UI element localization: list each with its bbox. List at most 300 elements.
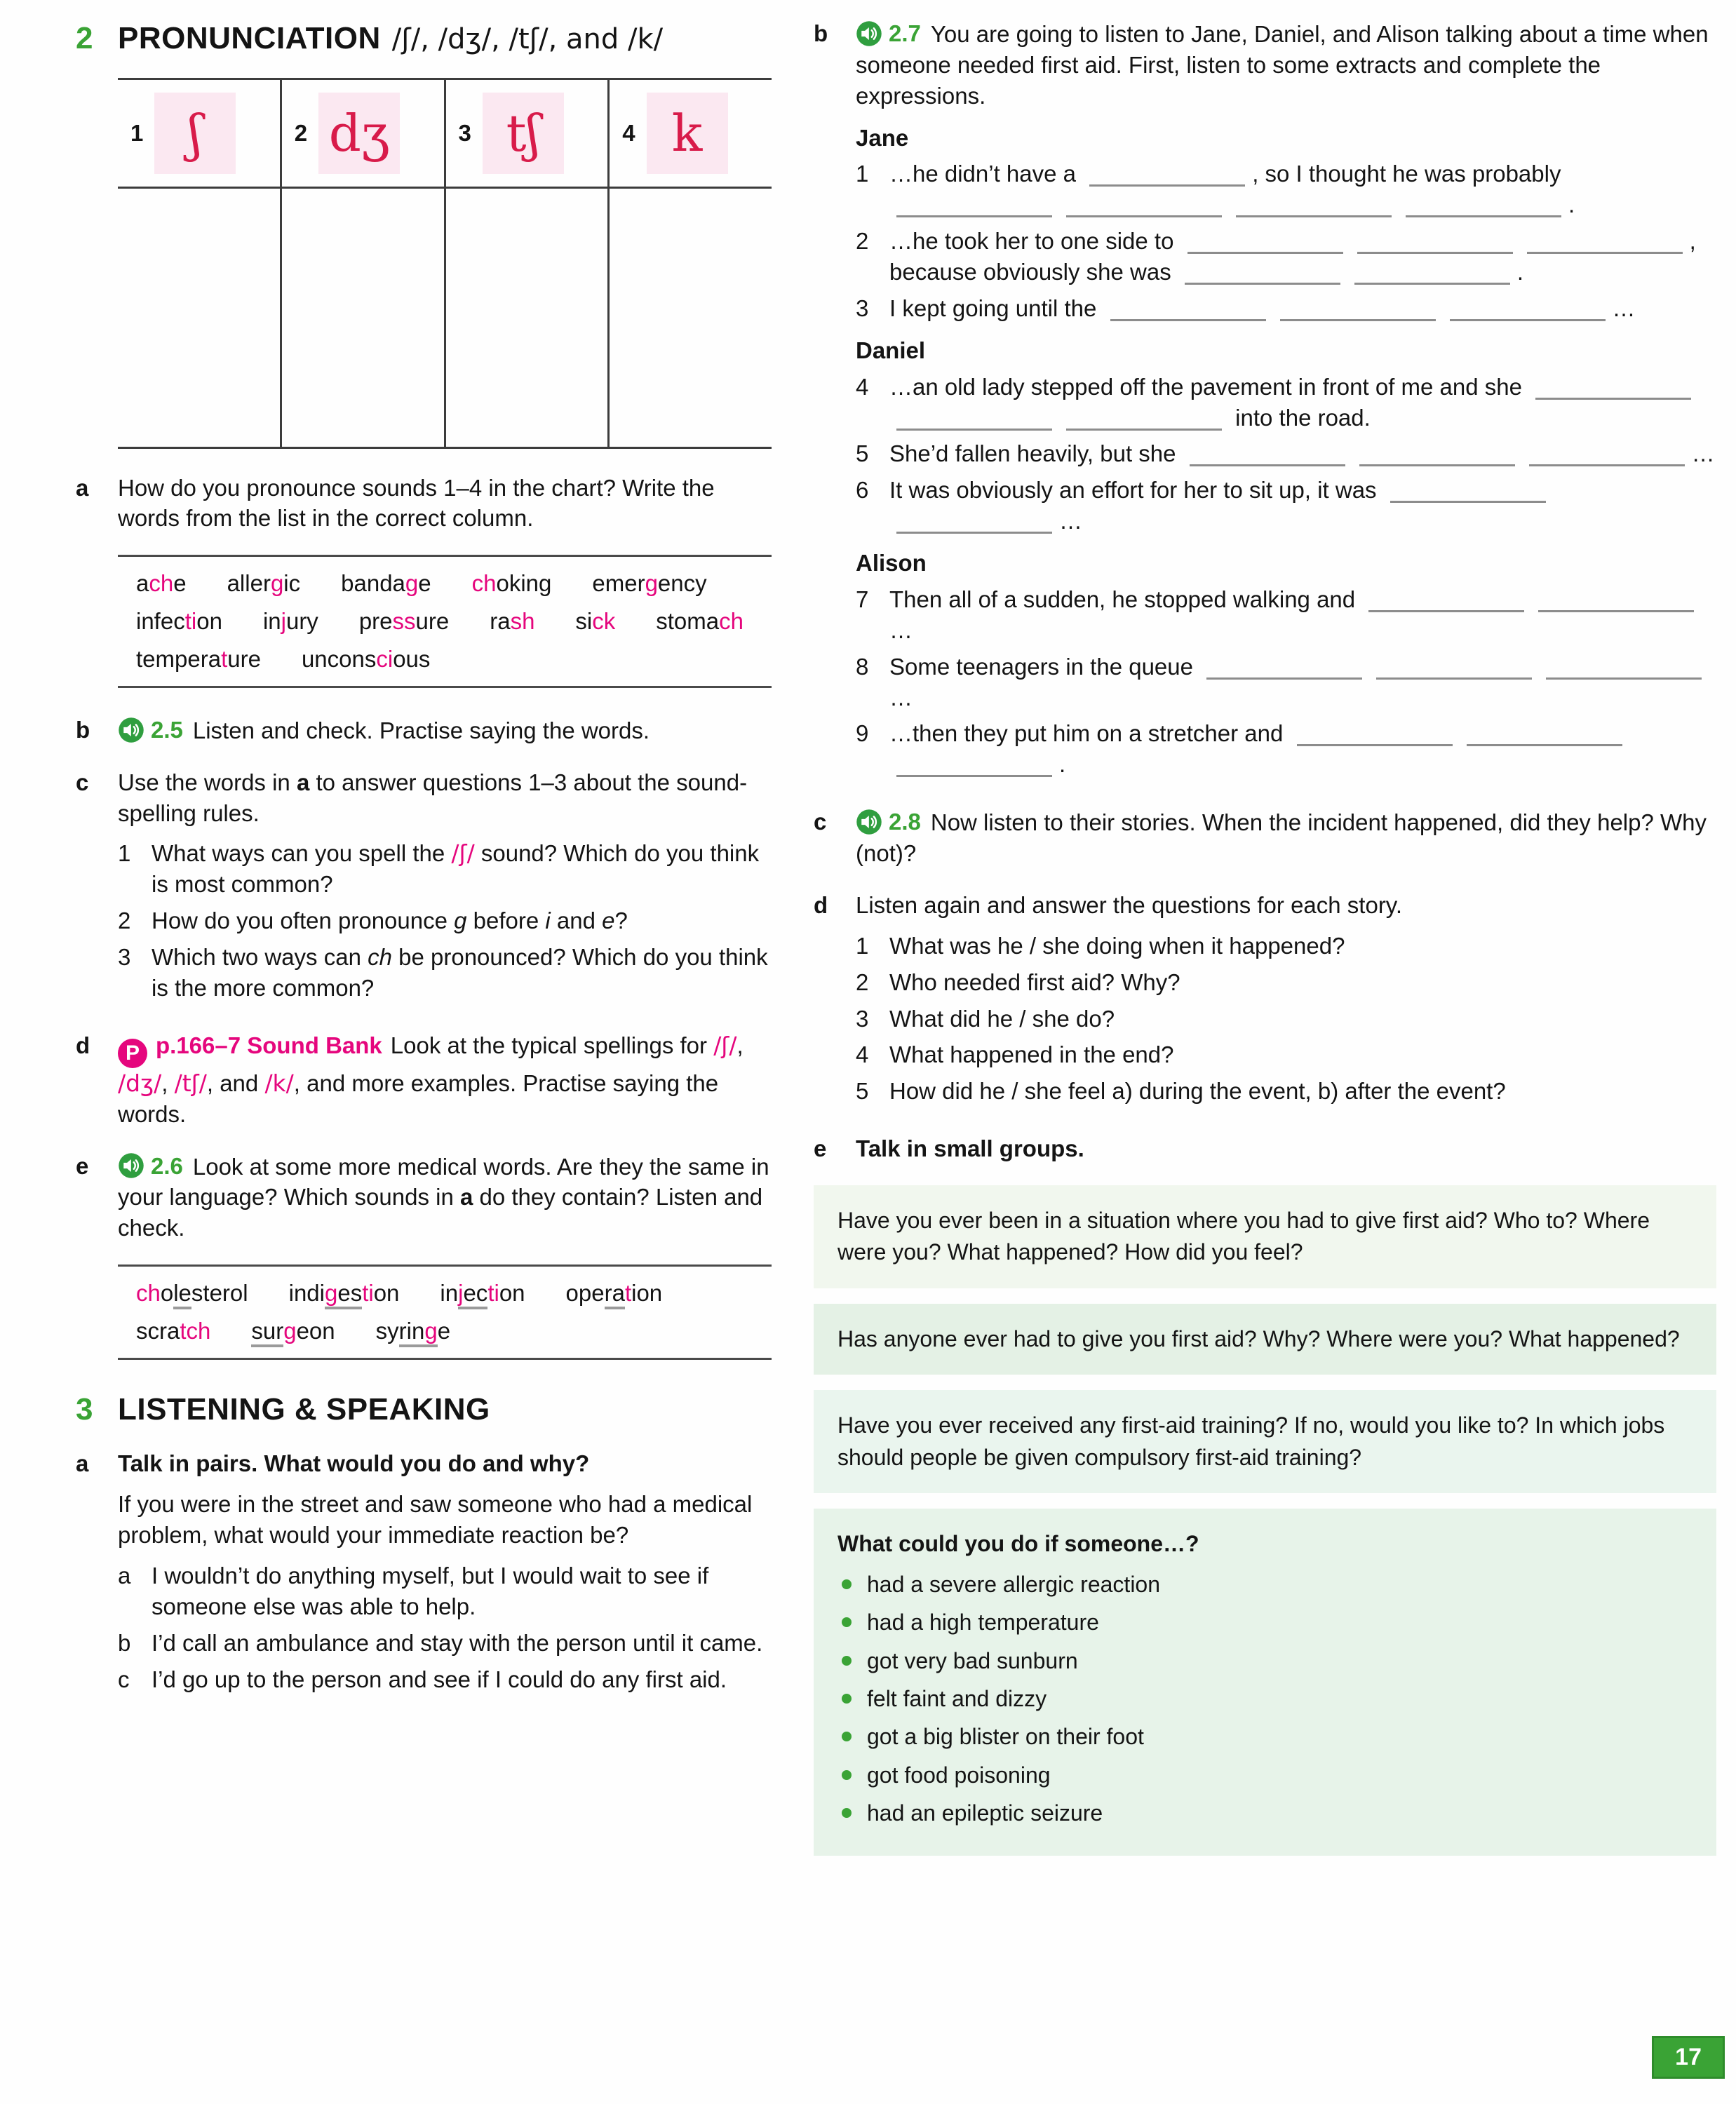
text-run: g (405, 570, 419, 597)
exercise-text (118, 1151, 772, 1244)
bullet-item (837, 1683, 1693, 1715)
text-run: How did he / she feel a) during the event, b) after the event? (889, 1078, 1506, 1105)
text-run: a (296, 769, 310, 795)
audio-chip[interactable] (856, 18, 921, 49)
answer-blank[interactable] (1368, 587, 1524, 612)
exercise-3e (814, 1133, 1716, 1164)
answer-blank[interactable] (1357, 229, 1513, 254)
text-run: into the road. (1229, 404, 1371, 431)
answer-column-4[interactable] (607, 189, 772, 447)
vocab-word (490, 606, 534, 637)
text-run: ion (631, 1280, 663, 1307)
sound-cell-shower (118, 80, 280, 187)
vocab-word (227, 568, 301, 599)
phonetic-symbol: ʃ (188, 103, 203, 163)
item-text (889, 293, 1716, 324)
answer-blank[interactable] (1406, 192, 1561, 217)
bullet-text: got food poisoning (867, 1762, 1051, 1788)
word-list-1 (118, 555, 772, 688)
text-run: …he took her to one side to (889, 228, 1180, 255)
exercise-label: d (814, 891, 828, 918)
text-run: What was he / she doing when it happened? (889, 932, 1345, 959)
text-run: in (262, 608, 281, 635)
text-run: oking (496, 570, 552, 597)
text-run: Which two ways can (152, 944, 368, 971)
vocab-word (136, 644, 261, 675)
exercise-d (76, 1030, 772, 1130)
exercise-body (118, 1448, 772, 1700)
sound-cell-jazz (280, 80, 444, 187)
option-list (118, 1560, 772, 1695)
item-text (889, 226, 1716, 288)
bullet-item (837, 1798, 1693, 1829)
text-run: , and (206, 1070, 265, 1096)
answer-blank[interactable] (1450, 296, 1606, 321)
vocab-word (136, 1316, 210, 1347)
text-run: …an old lady stepped off the pavement in front of me and she (889, 373, 1529, 400)
exercise-body (856, 807, 1716, 869)
item-text (889, 718, 1716, 780)
text-run: ci (376, 646, 393, 673)
vocab-word (136, 606, 222, 637)
text-run: sy (375, 1317, 399, 1344)
text-run: scra (136, 1317, 180, 1344)
text-run: e (602, 908, 615, 934)
exercise-item (856, 372, 1716, 433)
sound-number: 3 (458, 119, 471, 146)
exercise-item (856, 584, 1716, 646)
answer-blank[interactable] (896, 508, 1052, 534)
bullet-item (837, 1569, 1693, 1600)
item-text (889, 967, 1716, 998)
text-run: to answer questions 1–3 about the sound-spelling rules. (118, 769, 748, 826)
audio-track-number: 2.7 (889, 20, 921, 46)
section-title: PRONUNCIATION (118, 21, 381, 55)
right-column (814, 18, 1716, 1871)
answer-blank[interactable] (1297, 721, 1453, 746)
text-run: …then they put him on a stretcher and (889, 720, 1290, 747)
text-run: ss (392, 608, 416, 635)
text-run: tempera (136, 646, 222, 673)
bullet-dot-icon (842, 1656, 852, 1666)
exercise-3a (76, 1448, 772, 1700)
bullet-dot-icon (842, 1617, 852, 1627)
item-number: 2 (118, 908, 131, 934)
vocab-word (376, 1316, 450, 1347)
vocab-word (656, 606, 743, 637)
text-run: sound? Which do you think is most common? (152, 840, 760, 898)
exercise-item (856, 652, 1716, 713)
text-run: /ʃ/ (451, 839, 475, 868)
text-run: g (270, 570, 284, 597)
bullet-text: had an epileptic seizure (867, 1800, 1103, 1826)
exercise-text (118, 473, 772, 534)
item-text (889, 159, 1716, 220)
text-run: g (283, 1317, 297, 1344)
text-run: ch (136, 1280, 161, 1307)
exercise-item (856, 931, 1716, 962)
answer-blank[interactable] (1066, 192, 1222, 217)
text-run: What ways can you spell the (152, 840, 452, 867)
exercise-item (856, 718, 1716, 780)
answer-blank[interactable] (1390, 478, 1546, 503)
exercise-text (856, 890, 1716, 921)
text-run: e (437, 1317, 451, 1344)
text-run: and (550, 908, 603, 934)
answer-blank[interactable] (1467, 721, 1622, 746)
discussion-box-3 (814, 1390, 1716, 1493)
exercise-text (118, 1030, 772, 1130)
audio-chip[interactable] (118, 715, 183, 746)
item-text (152, 838, 772, 900)
answer-blank[interactable] (1538, 587, 1694, 612)
exercise-item (118, 1664, 772, 1695)
text-run: Who needed first aid? Why? (889, 969, 1180, 995)
text-run: es (337, 1280, 362, 1309)
keys-icon (647, 93, 728, 174)
text-run: . (1059, 751, 1066, 778)
text-run: on (373, 1280, 400, 1307)
text-run: g (325, 1280, 337, 1309)
jazz-icon (318, 93, 400, 174)
item-number: 9 (856, 720, 869, 747)
item-number: c (118, 1666, 130, 1692)
bullet-dot-icon (842, 1732, 852, 1741)
answer-blank[interactable] (1535, 375, 1691, 400)
item-number: 4 (856, 1041, 869, 1068)
sound-chart-answer-row (118, 189, 772, 447)
text-run: before (466, 908, 546, 934)
vocab-word (592, 568, 706, 599)
text-run: /dʒ/ (118, 1069, 162, 1097)
text-run: ti (362, 1280, 374, 1307)
vocab-word (472, 568, 552, 599)
item-number: 5 (856, 1078, 869, 1105)
sound-bank-reference[interactable]: p.166–7 Sound Bank (156, 1032, 382, 1058)
text-run: ec (463, 1280, 487, 1309)
exercise-body (856, 890, 1716, 1112)
exercise-b (76, 715, 772, 746)
text-run: stoma (656, 608, 720, 635)
speaker-icon (118, 1152, 144, 1179)
item-text (152, 942, 772, 1004)
exercise-3b (814, 18, 1716, 785)
text-run: Look at some more medical words. Are they the same in your language? Which sounds in (118, 1153, 769, 1211)
sound-number: 2 (294, 119, 308, 146)
exercise-3d (814, 890, 1716, 1112)
exercise-item (856, 159, 1716, 220)
text-run: j (458, 1280, 463, 1309)
item-number: 3 (118, 944, 131, 971)
speaker-name: Alison (856, 550, 927, 576)
text-run: , so I thought he was probably (1252, 161, 1561, 187)
exercise-label: c (814, 809, 827, 835)
text-run: si (575, 608, 593, 635)
text-run: a (136, 570, 149, 597)
exercise-text-run (193, 717, 650, 743)
exercise-label: a (76, 1450, 89, 1477)
item-text (152, 1560, 772, 1622)
exercise-text (118, 767, 772, 829)
text-run: ra (490, 608, 511, 635)
exercise-text-run (118, 1153, 769, 1241)
speaker-icon (856, 809, 882, 835)
text-run: tch (180, 1317, 211, 1344)
text-run: Listen and check. Practise saying the words. (192, 717, 650, 743)
answer-column-3[interactable] (444, 189, 608, 447)
answer-blank[interactable] (1236, 192, 1392, 217)
audio-track-number: 2.5 (151, 716, 183, 743)
text-run: sh (510, 608, 535, 635)
discussion-box-title: What could you do if someone…? (837, 1531, 1199, 1557)
exercise-label: b (76, 716, 90, 743)
text-run: uncons (301, 646, 377, 673)
text-run: le (173, 1280, 191, 1309)
answer-blank[interactable] (1066, 405, 1222, 431)
bullet-text: had a severe allergic reaction (867, 1571, 1161, 1597)
exercise-body (118, 473, 772, 534)
text-run: do they contain? Listen and check. (118, 1184, 763, 1241)
exercise-item (856, 293, 1716, 324)
text-run: Some teenagers in the queue (889, 653, 1200, 680)
item-text (889, 475, 1716, 537)
text-run: /ʃ/ (713, 1031, 737, 1059)
answer-blank[interactable] (1280, 296, 1436, 321)
text-run: … (889, 616, 913, 643)
text-run: She’d fallen heavily, but she (889, 440, 1183, 467)
text-run: , because obviously she was (889, 228, 1696, 285)
phonetic-symbol: k (671, 103, 703, 163)
exercise-a (76, 473, 772, 534)
question-list (118, 838, 772, 1003)
answer-blank[interactable] (896, 405, 1052, 431)
section-number: 3 (76, 1391, 93, 1427)
item-text (889, 652, 1716, 713)
text-run: e (418, 570, 431, 597)
text-run: eon (296, 1317, 335, 1344)
text-run: a (459, 1184, 473, 1211)
bullet-item (837, 1645, 1693, 1677)
text-run: on (499, 1280, 525, 1307)
answer-blank[interactable] (1206, 654, 1362, 680)
text-run: What happened in the end? (889, 1041, 1174, 1068)
bullet-dot-icon (842, 1770, 852, 1780)
bullet-dot-icon (842, 1808, 852, 1818)
item-number: 1 (856, 932, 869, 959)
exercise-label: c (76, 769, 89, 795)
vocab-word (263, 606, 318, 637)
exercise-body (118, 715, 772, 746)
text-run: g (454, 908, 467, 934)
exercise-heading: Talk in pairs. What would you do and why? (118, 1450, 590, 1477)
sound-number: 1 (130, 119, 144, 146)
text-run: indi (288, 1280, 325, 1307)
sound-number: 4 (622, 119, 635, 146)
vocab-word (251, 1316, 335, 1347)
vocab-word (136, 1278, 248, 1309)
vocab-word (136, 568, 187, 599)
text-run: rin (399, 1318, 425, 1347)
item-text (889, 1076, 1716, 1107)
speaker-icon (856, 20, 882, 47)
exercise-intro: If you were in the street and saw someone who had a medical problem, what would your immediate reaction be? (118, 1491, 753, 1549)
item-text (152, 1664, 772, 1695)
text-run: . (1568, 191, 1575, 218)
answer-blank[interactable] (1354, 259, 1510, 285)
text-run: How do you pronounce sounds 1–4 in the chart? Write the words from the list in the correct column. (118, 474, 715, 532)
text-run: It was obviously an effort for her to sit up, it was (889, 477, 1383, 504)
text-run: j (281, 608, 286, 635)
exercise-label: b (814, 20, 828, 46)
text-run: ti (184, 608, 197, 635)
item-number: 3 (856, 295, 869, 321)
text-run: ? (614, 908, 628, 934)
answer-column-2[interactable] (280, 189, 444, 447)
exercise-item (856, 226, 1716, 288)
discussion-text: Has anyone ever had to give you first aid? Why? Where were you? What happened? (837, 1326, 1680, 1351)
discussion-bullet-list (837, 1569, 1693, 1830)
shower-icon (154, 93, 236, 174)
item-number: 5 (856, 440, 869, 467)
text-run: You are going to listen to Jane, Daniel, and Alison talking about a time when someone needed first aid. First, listen to some extracts and complete the expressions. (856, 20, 1709, 109)
speaker-name: Daniel (856, 337, 926, 363)
text-run: pre (358, 608, 393, 635)
answer-blank[interactable] (896, 192, 1052, 217)
text-run: e (173, 570, 187, 597)
vocab-word (359, 606, 449, 637)
listening-section-header (76, 1389, 772, 1431)
bullet-dot-icon (842, 1579, 852, 1589)
text-run: I wouldn’t do anything myself, but I would wait to see if someone else was able to help. (152, 1562, 709, 1619)
text-run: ra (605, 1280, 625, 1309)
exercise-item (118, 905, 772, 936)
exercise-item (856, 475, 1716, 537)
text-run: on (196, 608, 222, 635)
text-run: ch (471, 570, 497, 597)
vocab-word (341, 568, 431, 599)
answer-blank[interactable] (1527, 229, 1683, 254)
item-number: b (118, 1629, 131, 1656)
exercise-label: d (76, 1032, 90, 1058)
exercise-c (76, 767, 772, 1009)
item-number: 2 (856, 969, 869, 995)
text-run: t (624, 1280, 632, 1307)
exercise-body (118, 1151, 772, 1244)
text-run: ch (149, 570, 174, 597)
bullet-item (837, 1760, 1693, 1791)
exercise-body (118, 1030, 772, 1130)
text-run: sur (251, 1318, 283, 1347)
answer-blank[interactable] (1110, 296, 1266, 321)
answer-blank[interactable] (1359, 441, 1515, 466)
exercise-text (856, 18, 1716, 112)
text-run: , (161, 1070, 175, 1096)
exercise-text-run (856, 21, 1709, 109)
exercise-3c (814, 807, 1716, 869)
discussion-box-2 (814, 1304, 1716, 1375)
text-run: ency (657, 570, 707, 597)
text-run: Listen again and answer the questions for each story. (856, 891, 1403, 918)
exercise-heading: Talk in small groups. (856, 1135, 1084, 1162)
item-number: a (118, 1562, 131, 1589)
text-run: … (889, 684, 913, 710)
text-run: Look at the typical spellings for (390, 1032, 714, 1058)
text-run: g (645, 570, 658, 597)
word-list-2 (118, 1265, 772, 1360)
exercise-text (856, 807, 1716, 869)
vocab-word (575, 606, 615, 637)
section-number: 2 (76, 21, 93, 55)
text-run: Use the words in (118, 769, 297, 795)
phonetic-symbol: dʒ (328, 103, 390, 163)
text-run: /tʃ/ (174, 1069, 207, 1097)
answer-blank[interactable] (1089, 161, 1245, 187)
audio-chip[interactable] (118, 1151, 183, 1182)
text-run: What did he / she do? (889, 1005, 1115, 1032)
answer-blank[interactable] (896, 752, 1052, 777)
answer-blank[interactable] (1376, 654, 1532, 680)
text-run: I’d go up to the person and see if I could do any first aid. (152, 1666, 727, 1692)
item-number: 1 (856, 161, 869, 187)
item-text (889, 1039, 1716, 1070)
text-run: in (440, 1280, 459, 1307)
sound-chart (118, 78, 772, 449)
item-text (889, 931, 1716, 962)
text-run: t (221, 646, 228, 673)
vocab-word (440, 1278, 525, 1309)
answer-blank[interactable] (1190, 441, 1345, 466)
exercise-label: a (76, 474, 89, 501)
item-number: 6 (856, 477, 869, 504)
item-number: 3 (856, 1005, 869, 1032)
section-phonetics: /ʃ/, /dʒ/, /tʃ/, and /k/ (391, 23, 664, 55)
text-run: . (1516, 259, 1524, 285)
sound-chart-header-row (118, 80, 772, 189)
text-run: infec (136, 608, 185, 635)
text-run: … (1691, 440, 1715, 467)
exercise-item (856, 1076, 1716, 1107)
answer-blank[interactable] (1185, 259, 1340, 285)
answer-blank[interactable] (1529, 441, 1685, 466)
bullet-text: had a high temperature (867, 1610, 1099, 1636)
item-text (889, 1004, 1716, 1034)
exercise-item (118, 838, 772, 900)
text-run: ure (415, 608, 450, 635)
text-run: How do you often pronounce (152, 908, 455, 934)
audio-chip[interactable] (856, 807, 921, 837)
bullet-item (837, 1607, 1693, 1638)
exercise-label: e (814, 1135, 827, 1162)
exercise-item (118, 942, 772, 1004)
text-run: Now listen to their stories. When the incident happened, did they help? Why (not)? (856, 809, 1707, 866)
exercise-item (856, 1039, 1716, 1070)
answer-blank[interactable] (1187, 229, 1343, 254)
chess-icon (483, 93, 564, 174)
item-text (889, 584, 1716, 646)
speaker-icon (118, 717, 144, 743)
vocab-word (566, 1278, 663, 1309)
text-run: ous (393, 646, 431, 673)
text-run: ch (368, 944, 392, 971)
item-number: 4 (856, 373, 869, 400)
exercise-item (118, 1560, 772, 1622)
text-run: sterol (191, 1280, 248, 1307)
answer-column-1[interactable] (118, 189, 280, 447)
answer-blank[interactable] (1546, 654, 1702, 680)
discussion-box-1 (814, 1185, 1716, 1288)
item-number: 2 (856, 228, 869, 255)
exercise-item (856, 967, 1716, 998)
